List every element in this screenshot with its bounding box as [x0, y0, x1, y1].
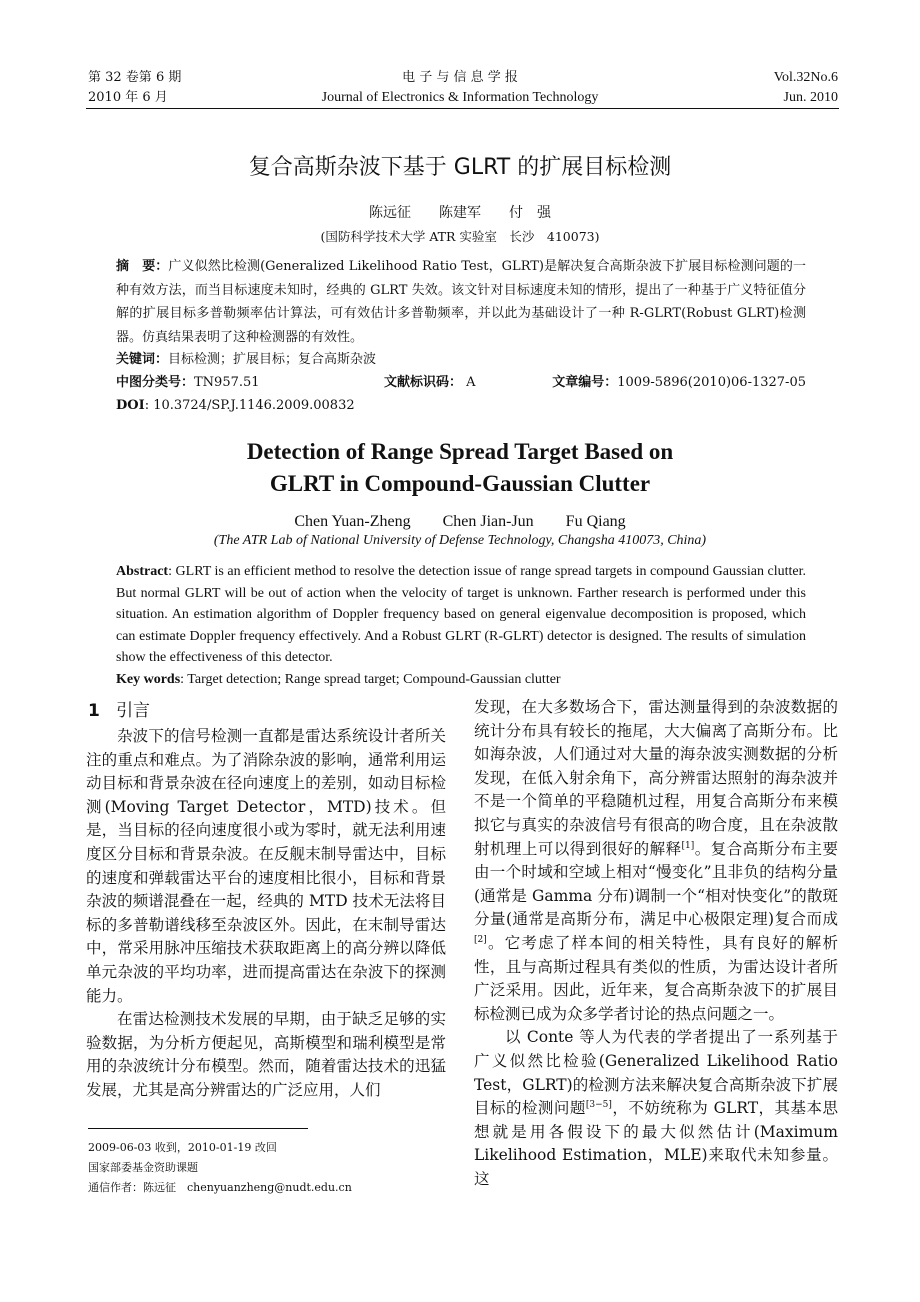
- date-en: Jun. 2010: [783, 90, 838, 105]
- article-number-value: 1009-5896(2010)06-1327-05: [617, 375, 806, 390]
- doc-code-value: A: [466, 375, 476, 390]
- article-number-label: 文章编号：: [552, 375, 618, 390]
- footnote-rule: [88, 1128, 308, 1129]
- journal-name-en: Journal of Electronics & Information Technology: [321, 90, 599, 105]
- citation: [3−5]: [585, 1099, 612, 1110]
- doi-label: DOI: [116, 398, 145, 413]
- abstract-text: 广义似然比检测(Generalized Likelihood Ratio Test，GLRT)是解决复合高斯杂波下扩展目标检测问题的一种有效方法，而当目标速度未知时，经典的 GLRT 失效。该文针对目标速度未知的情形，提出了一种基于广义特征值分解的扩展目标多普勒频率估计算法，可有效估计多普勒频率，并以此为基础设计了一种 R-GLRT(Robust GLRT)检测器。仿真结果表明了这种检测器的有效性。: [116, 259, 806, 345]
- citation: [2]: [474, 934, 487, 945]
- abstract-en-label: Abstract: [116, 564, 169, 579]
- classification-value: TN957.51: [194, 375, 260, 390]
- keywords-cn: [116, 348, 806, 372]
- keywords-en: [116, 669, 806, 691]
- title-en-line1: Detection of Range Spread Target Based on: [246, 439, 674, 464]
- paragraph: [474, 1026, 838, 1191]
- text: 。复合高斯分布主要由一个时域和空域上相对“慢变化”且非负的结构分量(通常是 Gamma 分布)调制一个“相对快变化”的散斑分量(通常是高斯分布，满足中心极限定理)复合而成: [474, 839, 838, 929]
- doc-code: [384, 371, 476, 395]
- received-date: 2009-06-03 收到，2010-01-19 改回: [88, 1141, 277, 1154]
- affiliation-cn: (国防科学技术大学 ATR 实验室 长沙 410073): [320, 229, 600, 244]
- keywords-label: 关键词：: [116, 352, 169, 367]
- paragraph: [474, 696, 838, 1026]
- text: 。它考虑了样本间的相关特性，具有良好的解析性，且与高斯过程具有类似的性质，为雷达设计者所广泛采用。因此，近年来，复合高斯杂波下的扩展目标检测已成为众多学者讨论的热点问题之一。: [474, 933, 838, 1023]
- funding: 国家部委基金资助课题: [88, 1161, 198, 1174]
- doi-value: : 10.3724/SP.J.1146.2009.00832: [144, 398, 355, 413]
- text: 以 Conte 等人为代表的学者提出了一系列基于广义似然比检验(Generalized Likelihood Ratio Test，GLRT)的检测方法来解决复合高斯杂波下扩展目标的检测问题: [474, 1028, 838, 1118]
- left-column: [86, 725, 446, 1103]
- text: 发现，在大多数场合下，雷达测量得到的杂波数据的统计分布具有较长的拖尾，大大偏离了高斯分布。比如海杂波，人们通过对大量的海杂波实测数据的分析发现，在低入射余角下，高分辨雷达照射的海杂波并不是一个简单的平稳随机过程，用复合高斯分布来模拟它与真实的杂波信号有很高的吻合度，且在杂波散射机理上可以得到很好的解释: [474, 698, 838, 858]
- title-cn: 复合高斯杂波下基于 GLRT 的扩展目标检测: [248, 155, 672, 180]
- abstract-cn: [116, 255, 806, 349]
- text: ，不妨统称为 GLRT，其基本思想就是用各假设下的最大似然估计(Maximum Likelihood Estimation，MLE)来取代未知参量。这: [474, 1099, 838, 1188]
- header-rule: [86, 108, 839, 109]
- volume-issue: 第 32 卷第 6 期: [88, 70, 182, 85]
- section-number: 1: [88, 701, 100, 721]
- citation: [1]: [681, 840, 695, 851]
- doc-code-label: 文献标识码：: [384, 375, 463, 390]
- right-column: [474, 696, 838, 1191]
- authors-en: Chen Yuan-Zheng Chen Jian-Jun Fu Qiang: [294, 513, 626, 530]
- title-en-line2: GLRT in Compound-Gaussian Clutter: [269, 471, 651, 496]
- corresponding-author: 通信作者：陈远征 chenyuanzheng@nudt.edu.cn: [88, 1181, 352, 1194]
- volume-en: Vol.32No.6: [773, 70, 838, 85]
- keywords-text: 目标检测；扩展目标；复合高斯杂波: [168, 352, 377, 367]
- journal-name-cn: 电 子 与 信 息 学 报: [402, 70, 518, 85]
- section-heading: [88, 696, 150, 721]
- keywords-en-text: : Target detection; Range spread target; Compound-Gaussian clutter: [180, 672, 561, 687]
- paragraph: 杂波下的信号检测一直都是雷达系统设计者所关注的重点和难点。为了消除杂波的影响，通常利用运动目标和背景杂波在径向速度上的差别，如动目标检测(Moving Target Detector，MTD)技术。但是，当目标的径向速度很小或为零时，就无法利用速度区分目标和背景杂波。在反舰末制导雷达中，目标的速度和弹载雷达平台的速度相比很小，目标和背景杂波的频谱混叠在一起，经典的 MTD 技术无法将目标的多普勒谱线移至杂波区外。因此，在末制导雷达中，常采用脉冲压缩技术获取距离上的高分辨以降低单元杂波的平均功率，进而提高雷达在杂波下的探测能力。: [86, 727, 446, 1005]
- title-en: [0, 436, 920, 500]
- keywords-en-label: Key words: [116, 672, 181, 687]
- classification-label: 中图分类号：: [116, 375, 195, 390]
- section-title: 引言: [116, 701, 151, 721]
- doi: [116, 394, 355, 418]
- authors-cn: 陈远征 陈建军 付 强: [369, 205, 551, 221]
- issue-date: 2010 年 6 月: [88, 90, 168, 105]
- abstract-en-text: : GLRT is an efficient method to resolve the detection issue of range spread targets in compound Gaussian clutter. But normal GLRT will be out of action when the velocity of target is unknown. Farther research is performed under this situation. An estimation algorithm of Doppler frequency based on general eigenvalue decomposition is proposed, which can estimate Doppler frequency effectively. And a Robust GLRT (R-GLRT) detector is designed. The results of simulation show the effectiveness of this detector.: [116, 564, 806, 666]
- paragraph: 在雷达检测技术发展的早期，由于缺乏足够的实验数据，为分析方便起见，高斯模型和瑞利模型是常用的杂波统计分布模型。然而，随着雷达技术的迅猛发展，尤其是高分辨雷达的广泛应用，人们: [86, 1010, 446, 1099]
- abstract-label: 摘 要：: [116, 259, 169, 274]
- journal-volume: [774, 68, 838, 108]
- footnotes: [88, 1138, 352, 1198]
- abstract-en: [116, 561, 806, 669]
- affiliation-en: (The ATR Lab of National University of Defense Technology, Changsha 410073, China): [213, 533, 707, 548]
- article-number: [552, 371, 806, 395]
